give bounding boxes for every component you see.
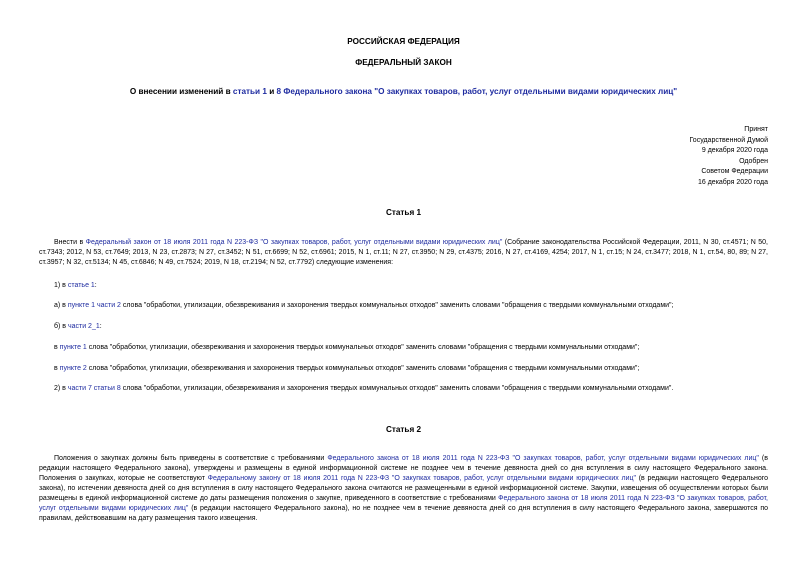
item-2-link[interactable]: части 7 статьи 8 [67, 385, 121, 392]
intro-text: (Собрание законодательства Российской Федерации, 2011, N 30, ст.4571; N 50, ст.7343; 2012, N 53, ст.7649; 2013, N 23, ст.2873; N 27, ст.3452; N 51, ст.6699; N 52, ст.6961; 2015, N 1, ст.11; N 27, ст.3950; N 29, ст.4375; 2016, N 27, ст.4169, 4254; 2017, N 1, ст.15; N 24, ст.3477; 2018, N 1, ст.54, 80, 89; N 27, ст.3957; N 32, ст.5134; N 45, ст.6846; N 49, ст.7524; 2019, N 18, ст.2194; N 52, ст.7792) следующие изменения: [39, 239, 768, 266]
item-b-point-1-link[interactable]: пункте 1 [59, 344, 87, 351]
item-b-link[interactable]: части 2_1 [67, 323, 100, 330]
item-text: слова "обработки, утилизации, обезвреживания и захоронения твердых коммунальных отходов" заменить словами "обращения с твердыми коммунальными отходами"; [120, 302, 674, 309]
adoption-block [689, 125, 768, 188]
title-mid: и [266, 87, 277, 96]
item-1-link[interactable]: статье 1 [67, 282, 95, 289]
article-2-body [39, 454, 768, 524]
item-text: б) в [54, 323, 68, 330]
item-b-point-2-link[interactable]: пункте 2 [59, 365, 87, 372]
item-text: слова "обработки, утилизации, обезвреживания и захоронения твердых коммунальных отходов" заменить словами "обращения с твердыми коммунальными отходами"; [86, 365, 640, 372]
title-link-article1[interactable]: статьи 1 [232, 87, 267, 96]
adoption-line: Советом Федерации [701, 168, 768, 175]
item-text: а) в [54, 302, 68, 309]
article-1-intro [39, 238, 768, 268]
law-type-heading: ФЕДЕРАЛЬНЫЙ ЗАКОН [355, 58, 452, 67]
law-title [0, 86, 807, 97]
item-2 [39, 384, 768, 394]
adoption-line: 9 декабря 2020 года [701, 147, 768, 154]
body-text: Положения о закупках должны быть приведены в соответствие с требованиями [54, 455, 328, 462]
title-prefix: О внесении изменений в [129, 87, 233, 96]
adoption-line: Государственной Думой [689, 136, 768, 144]
article-2-link-2[interactable]: Федеральному закону от 18 июля 2011 года N 223-ФЗ "О закупках товаров, работ, услуг отдельными видами юридических лиц" [207, 475, 636, 482]
adoption-line: 16 декабря 2020 года [697, 178, 768, 186]
item-b [39, 322, 768, 332]
federation-heading: РОССИЙСКАЯ ФЕДЕРАЦИЯ [347, 37, 460, 46]
item-text: 2) в [54, 385, 68, 392]
item-1 [39, 281, 768, 291]
intro-law-link[interactable]: Федеральный закон от 18 июля 2011 года N 223-ФЗ "О закупках товаров, работ, услуг отдельными видами юридических лиц" [85, 239, 503, 246]
item-a [39, 301, 768, 311]
article-2-link-3[interactable]: Федерального закона от 18 июля 2011 года N 223-ФЗ "О закупках товаров, работ, услуг отдельными видами юридических лиц" [39, 495, 768, 512]
article-1-heading: Статья 1 [385, 208, 422, 217]
article-2-link-1[interactable]: Федерального закона от 18 июля 2011 года N 223-ФЗ "О закупках товаров, работ, услуг отдельными видами юридических лиц" [327, 455, 759, 462]
body-text: (в редакции настоящего Федерального закона), по истечении девяноста дней со дня вступления в силу настоящего Федерального закона считаются не размещенными в единой информационной системе. Закупки, извещения об осуществлении которых были размещены в единой информационной системе до даты размещения положения о закупке, приведенного в соответствие с требованиями [39, 475, 769, 502]
adoption-line: Принят [744, 126, 768, 133]
intro-text: Внести в [54, 239, 86, 246]
body-text: (в редакции настоящего Федерального закона), но не позднее чем в течение девяноста дней со дня вступления в силу настоящего Федерального закона, завершаются по правилам, действовавшим на дату размещения такого извещения. [39, 505, 768, 522]
body-text: (в редакции настоящего Федерального закона), утверждены и размещены в единой информационной системе не позднее чем в течение девяноста дней со дня вступления в силу настоящего Федерального закона. Положения о закупках, которые не соответствуют [39, 455, 768, 482]
article-2-heading: Статья 2 [385, 425, 422, 434]
item-a-link[interactable]: пункте 1 части 2 [67, 302, 121, 309]
item-text: слова "обработки, утилизации, обезвреживания и захоронения твердых коммунальных отходов" заменить словами "обращения с твердыми коммунальными отходами"; [86, 344, 640, 351]
title-link-article8[interactable]: 8 Федерального закона "О закупках товаров, работ, услуг отдельными видами юридических лиц" [276, 87, 678, 96]
adoption-line: Одобрен [739, 157, 768, 165]
item-text: 1) в [54, 282, 68, 289]
item-text: : [94, 282, 97, 289]
item-text: слова "обработки, утилизации, обезвреживания и захоронения твердых коммунальных отходов" заменить словами "обращения с твердыми коммунальными отходами". [120, 385, 674, 392]
item-b-point-2 [39, 364, 768, 374]
item-text: в [54, 344, 60, 351]
item-b-point-1 [39, 343, 768, 353]
item-text: : [99, 323, 102, 330]
item-text: в [54, 365, 60, 372]
